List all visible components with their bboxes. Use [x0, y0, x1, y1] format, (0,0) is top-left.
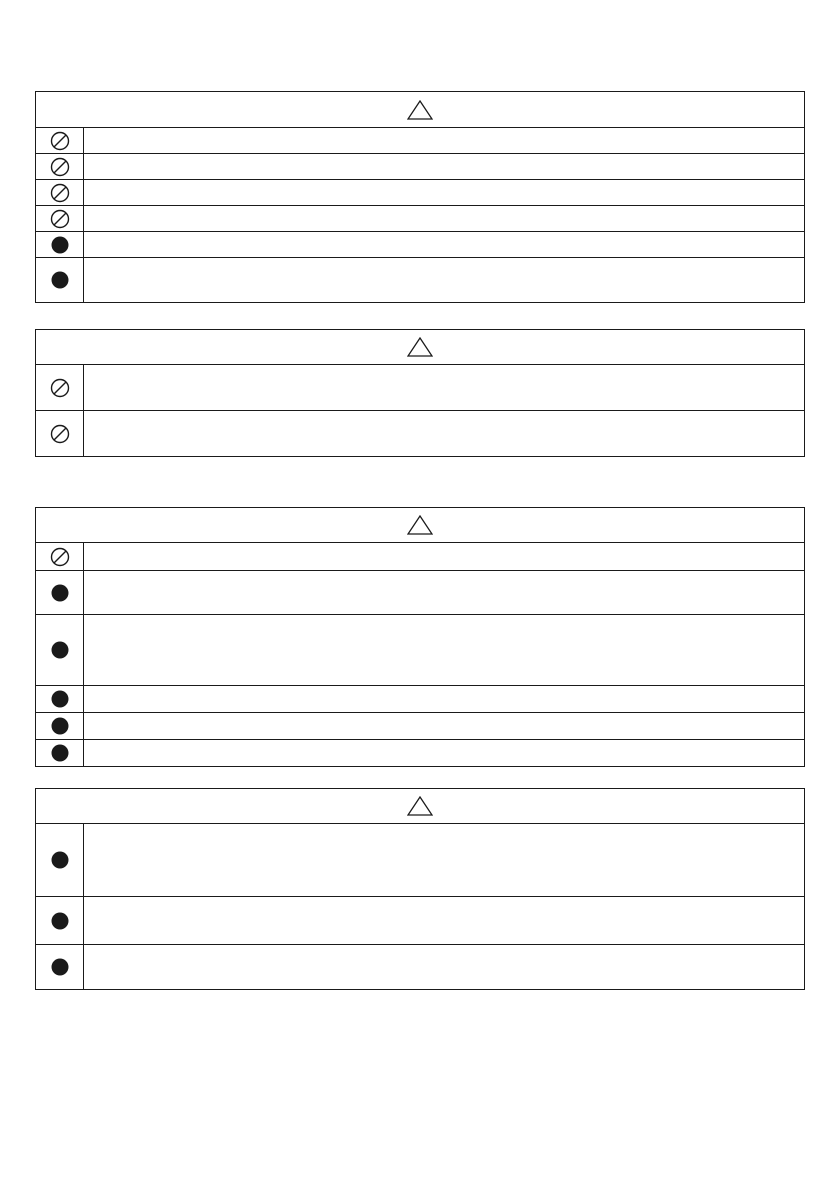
- list-item: [36, 365, 804, 411]
- row-text: [84, 897, 804, 944]
- row-text: [84, 128, 804, 153]
- panel-header: [36, 789, 804, 824]
- panel-header: [36, 92, 804, 128]
- list-item: [36, 686, 804, 713]
- list-item: [36, 824, 804, 897]
- caution-panel-2: [35, 329, 805, 457]
- row-text: [84, 258, 804, 302]
- list-item: [36, 206, 804, 232]
- list-item: [36, 411, 804, 456]
- row-text: [84, 615, 804, 685]
- caution-panel-1: [35, 91, 805, 303]
- list-item: [36, 543, 804, 571]
- caution-panel-3: [35, 507, 805, 767]
- mandatory-icon: [50, 850, 70, 870]
- list-item: [36, 615, 804, 686]
- prohibition-icon: [50, 183, 70, 203]
- mandatory-icon: [50, 583, 70, 603]
- mandatory-icon: [50, 640, 70, 660]
- mandatory-icon: [50, 957, 70, 977]
- list-item: [36, 897, 804, 945]
- mandatory-icon: [50, 270, 70, 290]
- warning-triangle-icon: [407, 100, 433, 120]
- panel-header: [36, 330, 804, 365]
- prohibition-icon: [50, 378, 70, 398]
- row-text: [84, 232, 804, 257]
- list-item: [36, 258, 804, 302]
- prohibition-icon: [50, 131, 70, 151]
- warning-triangle-icon: [407, 515, 433, 535]
- row-text: [84, 180, 804, 205]
- row-text: [84, 206, 804, 231]
- row-text: [84, 740, 804, 766]
- list-item: [36, 740, 804, 766]
- row-text: [84, 713, 804, 739]
- mandatory-icon: [50, 743, 70, 763]
- row-text: [84, 945, 804, 989]
- warning-triangle-icon: [407, 796, 433, 816]
- list-item: [36, 154, 804, 180]
- row-text: [84, 154, 804, 179]
- mandatory-icon: [50, 716, 70, 736]
- list-item: [36, 180, 804, 206]
- row-text: [84, 543, 804, 570]
- mandatory-icon: [50, 235, 70, 255]
- list-item: [36, 571, 804, 615]
- mandatory-icon: [50, 911, 70, 931]
- list-item: [36, 713, 804, 740]
- row-text: [84, 411, 804, 456]
- row-text: [84, 571, 804, 614]
- row-text: [84, 686, 804, 712]
- panel-header: [36, 508, 804, 543]
- list-item: [36, 945, 804, 989]
- prohibition-icon: [50, 547, 70, 567]
- mandatory-icon: [50, 689, 70, 709]
- warning-triangle-icon: [407, 337, 433, 357]
- prohibition-icon: [50, 424, 70, 444]
- row-text: [84, 365, 804, 410]
- list-item: [36, 128, 804, 154]
- list-item: [36, 232, 804, 258]
- prohibition-icon: [50, 157, 70, 177]
- prohibition-icon: [50, 209, 70, 229]
- caution-panel-4: [35, 788, 805, 990]
- row-text: [84, 824, 804, 896]
